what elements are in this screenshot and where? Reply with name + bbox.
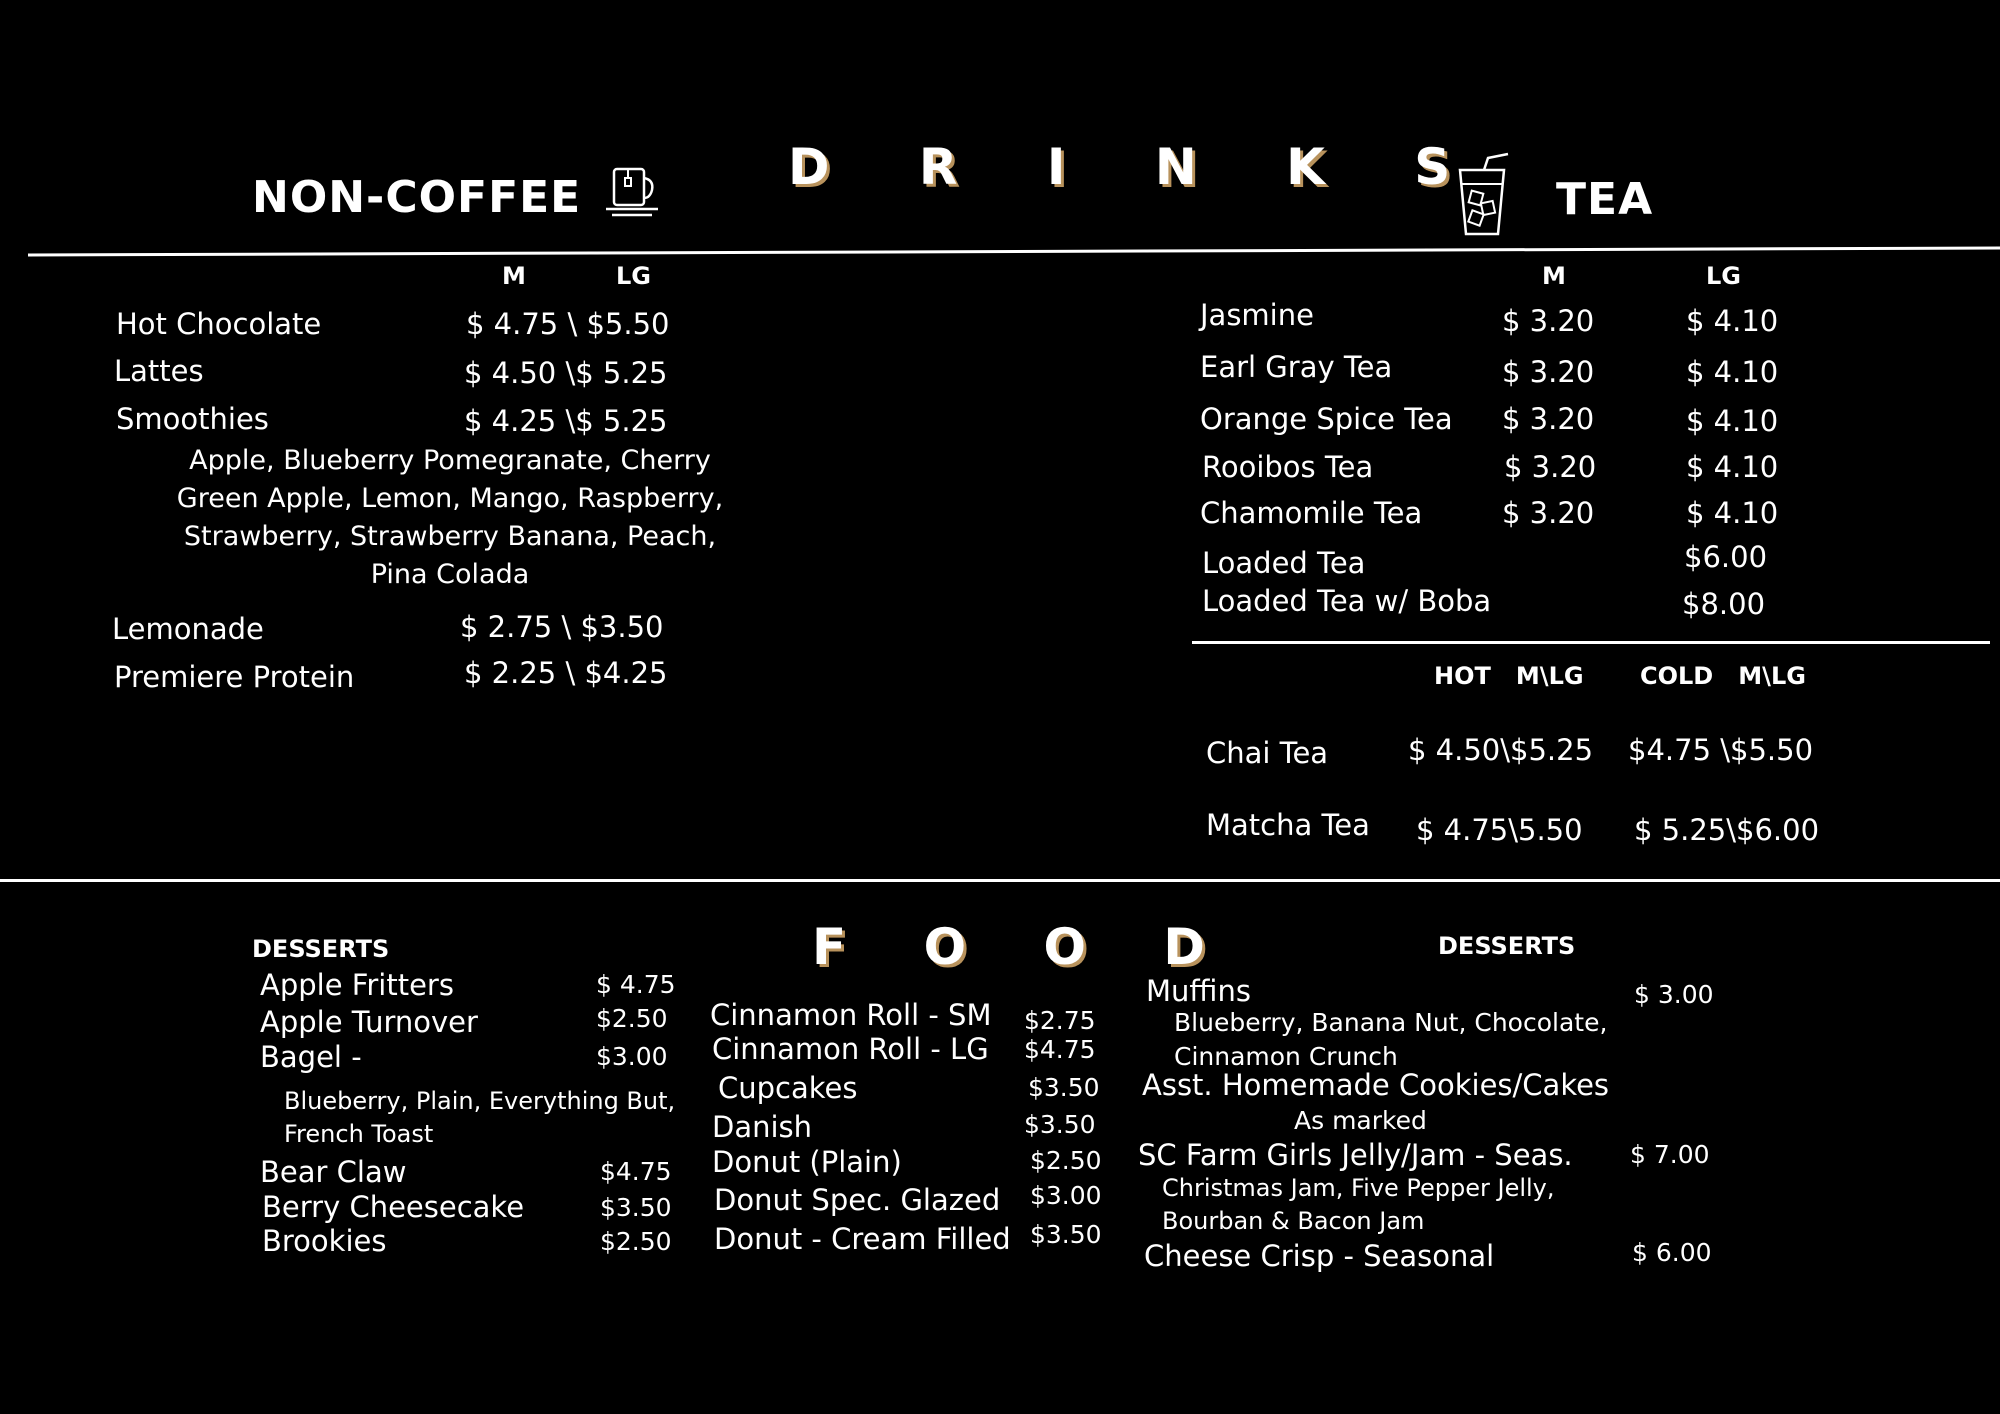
food-item-name: Danish [712, 1110, 813, 1144]
food-item-name: Donut (Plain) [712, 1145, 902, 1179]
dessert-item-price: $3.00 [596, 1042, 668, 1071]
food-item-name: Cupcakes [718, 1071, 858, 1105]
desserts-header-right: DESSERTS [1438, 932, 1576, 960]
dessert-item-name: SC Farm Girls Jelly/Jam - Seas. [1138, 1138, 1573, 1172]
tea-item-price-lg: $ 4.10 [1686, 496, 1779, 530]
tea-item-name: Loaded Tea w/ Boba [1202, 584, 1492, 618]
tea-hot-header: HOT M\LG [1434, 662, 1584, 690]
food-item-price: $3.50 [1024, 1110, 1096, 1139]
dessert-item-name: Brookies [262, 1224, 387, 1258]
non-coffee-col-lg: LG [616, 262, 651, 290]
tea-item-price-lg: $ 4.10 [1686, 404, 1779, 438]
dessert-item-name: Asst. Homemade Cookies/Cakes [1142, 1068, 1610, 1102]
dessert-item-price: $ 7.00 [1630, 1140, 1710, 1169]
non-coffee-item-price: $ 4.25 \$ 5.25 [464, 404, 668, 438]
tea-item-price-m: $ 3.20 [1504, 450, 1597, 484]
cookies-note: As marked [1294, 1106, 1427, 1135]
desserts-header-left: DESSERTS [252, 935, 390, 963]
specialty-tea-cold-price: $4.75 \$5.50 [1628, 733, 1814, 767]
specialty-tea-hot-price: $ 4.50\$5.25 [1408, 733, 1594, 767]
tea-header: TEA [1556, 174, 1654, 225]
drinks-divider [0, 240, 2000, 260]
drinks-title: D R I N K S [788, 138, 1487, 196]
muffin-note: Blueberry, Banana Nut, Chocolate, Cinnamon Crunch [1174, 1008, 1608, 1071]
smoothie-flavors: Apple, Blueberry Pomegranate, Cherry Green Apple, Lemon, Mango, Raspberry, Strawberry, Strawberry Banana, Peach, Pina Colada [176, 445, 724, 590]
dessert-item-name: Apple Turnover [260, 1005, 478, 1039]
bagel-note: Blueberry, Plain, Everything But, French Toast [284, 1087, 676, 1148]
dessert-item-price: $ 6.00 [1632, 1238, 1712, 1267]
non-coffee-item-price: $ 2.75 \ $3.50 [460, 610, 664, 644]
tea-item-name: Orange Spice Tea [1200, 402, 1453, 436]
tea-item-price-lg: $8.00 [1682, 587, 1766, 621]
tea-item-price-m: $ 3.20 [1502, 355, 1595, 389]
non-coffee-item-price: $ 4.75 \ $5.50 [466, 307, 670, 341]
dessert-item-price: $2.50 [596, 1004, 668, 1033]
non-coffee-item-name: Lemonade [112, 612, 264, 646]
tea-col-m: M [1542, 262, 1566, 290]
tea-item-price-m: $ 3.20 [1502, 496, 1595, 530]
dessert-item-price: $ 4.75 [596, 970, 676, 999]
tea-item-price-m: $ 3.20 [1502, 304, 1595, 338]
food-item-name: Cinnamon Roll - LG [712, 1032, 989, 1066]
food-item-price: $3.50 [1030, 1220, 1102, 1249]
non-coffee-item-name: Premiere Protein [114, 660, 355, 694]
non-coffee-item-price: $ 2.25 \ $4.25 [464, 656, 668, 690]
non-coffee-item-price: $ 4.50 \$ 5.25 [464, 356, 668, 390]
food-divider [0, 879, 2000, 882]
food-item-price: $3.50 [1028, 1073, 1100, 1102]
specialty-tea-cold-price: $ 5.25\$6.00 [1634, 813, 1820, 847]
dessert-item-price: $ 3.00 [1634, 980, 1714, 1009]
tea-col-lg: LG [1706, 262, 1741, 290]
food-item-price: $2.75 [1024, 1006, 1096, 1035]
dessert-item-name: Bear Claw [260, 1155, 407, 1189]
specialty-tea-name: Chai Tea [1206, 736, 1329, 770]
food-title: F O O D [812, 918, 1235, 976]
non-coffee-col-m: M [502, 262, 526, 290]
tea-item-name: Loaded Tea [1202, 546, 1366, 580]
dessert-item-price: $3.50 [600, 1193, 672, 1222]
dessert-item-price: $4.75 [600, 1157, 672, 1186]
coffee-cup-icon [604, 166, 660, 218]
dessert-item-price: $2.50 [600, 1227, 672, 1256]
food-item-name: Donut - Cream Filled [714, 1222, 1011, 1256]
tea-item-name: Jasmine [1200, 298, 1314, 332]
tea-item-price-lg: $ 4.10 [1686, 450, 1779, 484]
tea-item-price-lg: $6.00 [1684, 540, 1768, 574]
tea-item-name: Earl Gray Tea [1200, 350, 1393, 384]
food-item-price: $3.00 [1030, 1181, 1102, 1210]
tea-cold-header: COLD M\LG [1640, 662, 1806, 690]
jam-note: Christmas Jam, Five Pepper Jelly, Bourban & Bacon Jam [1162, 1174, 1555, 1235]
food-item-price: $2.50 [1030, 1146, 1102, 1175]
dessert-item-name: Cheese Crisp - Seasonal [1144, 1239, 1495, 1273]
tea-divider [1192, 641, 1990, 644]
food-item-price: $4.75 [1024, 1035, 1096, 1064]
tea-item-price-lg: $ 4.10 [1686, 355, 1779, 389]
specialty-tea-name: Matcha Tea [1206, 808, 1370, 842]
iced-drink-icon [1456, 152, 1512, 238]
non-coffee-item-name: Smoothies [116, 402, 269, 436]
food-item-name: Cinnamon Roll - SM [710, 998, 992, 1032]
dessert-item-name: Apple Fritters [260, 968, 454, 1002]
tea-item-price-m: $ 3.20 [1502, 402, 1595, 436]
specialty-tea-hot-price: $ 4.75\5.50 [1416, 813, 1583, 847]
dessert-item-name: Bagel - [260, 1040, 362, 1074]
food-item-name: Donut Spec. Glazed [714, 1183, 1001, 1217]
dessert-item-name: Berry Cheesecake [262, 1190, 525, 1224]
non-coffee-item-name: Lattes [114, 354, 204, 388]
tea-item-name: Chamomile Tea [1200, 496, 1423, 530]
dessert-item-name: Muffins [1146, 974, 1251, 1008]
non-coffee-header: NON-COFFEE [252, 172, 582, 223]
tea-item-price-lg: $ 4.10 [1686, 304, 1779, 338]
tea-item-name: Rooibos Tea [1202, 450, 1374, 484]
non-coffee-item-name: Hot Chocolate [116, 307, 322, 341]
